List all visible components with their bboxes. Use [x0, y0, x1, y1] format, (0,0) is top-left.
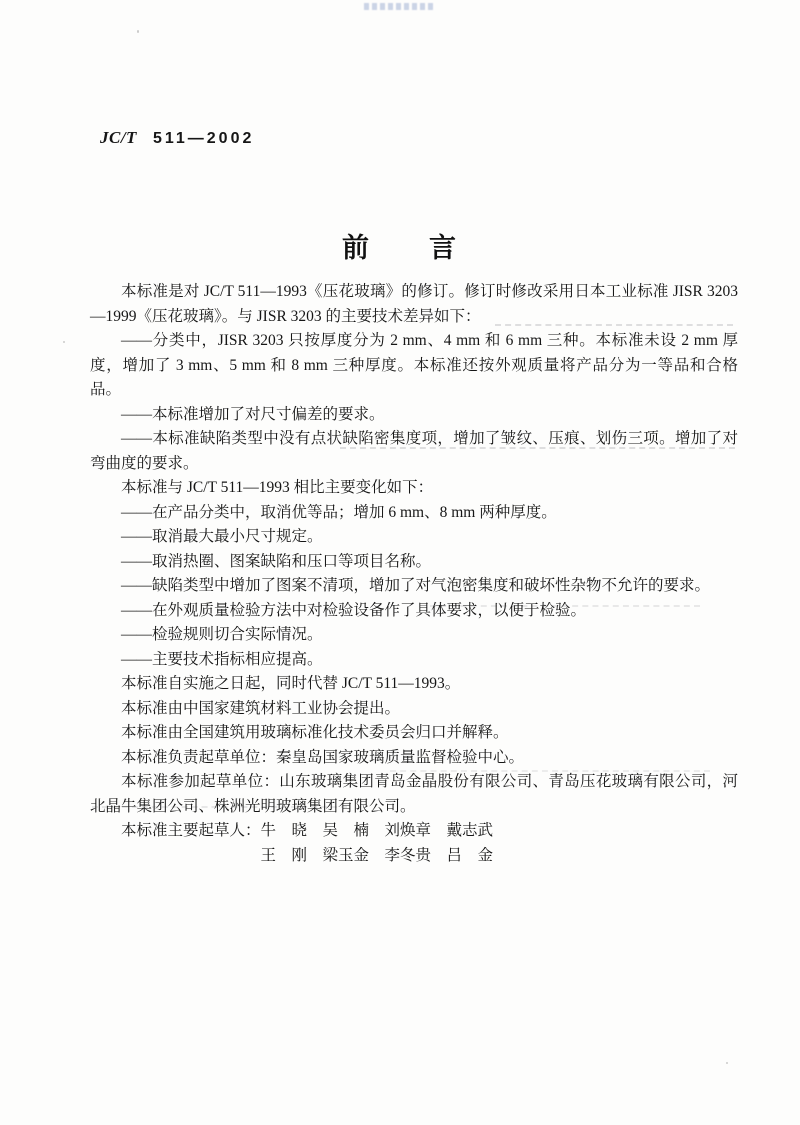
foreword-paragraph: ——本标准增加了对尺寸偏差的要求。: [121, 405, 385, 423]
foreword-paragraph: 本标准负责起草单位：秦皇岛国家玻璃质量监督检验中心。: [121, 748, 525, 766]
standard-number: 511—2002: [152, 130, 255, 147]
drafters-row: 牛 晓 吴 楠 刘焕章 戴志武: [260, 822, 494, 839]
page-title: 前 言: [342, 233, 458, 263]
drafters-label: 本标准主要起草人：: [121, 822, 261, 839]
drafters-row: 王 刚 梁玉金 李冬贵 吕 金: [260, 846, 494, 864]
foreword-body: [90, 280, 738, 868]
scan-speck: [63, 341, 65, 343]
drafters-names: [261, 819, 494, 868]
foreword-paragraph: ——本标准缺陷类型中没有点状缺陷密集度项，增加了皱纹、压痕、划伤三项。增加了对弯曲度的要求。: [90, 430, 738, 472]
scan-speck: [137, 30, 139, 33]
foreword-paragraph: 本标准自实施之日起，同时代替 JC/T 511—1993。: [121, 675, 461, 692]
standard-code: JC/T: [100, 128, 137, 147]
foreword-paragraph: 本标准参加起草单位：山东玻璃集团青岛金晶股份有限公司、青岛压花玻璃有限公司，河北晶牛集团公司、株洲光明玻璃集团有限公司。: [90, 773, 738, 815]
drafters-block: [90, 819, 738, 868]
standard-number-header: [100, 128, 254, 148]
foreword-paragraph: 本标准是对 JC/T 511—1993《压花玻璃》的修订。修订时修改采用日本工业标准 JISR 3203—1999《压花玻璃》。与 JISR 3203 的主要技术差异如下：: [90, 283, 738, 325]
foreword-paragraph: ——检验规则切合实际情况。: [121, 626, 323, 643]
foreword-paragraph: 本标准由全国建筑用玻璃标准化技术委员会归口并解释。: [121, 724, 509, 741]
foreword-paragraph: ——主要技术指标相应提高。: [121, 650, 323, 668]
foreword-paragraph: ——缺陷类型中增加了图案不清项，增加了对气泡密集度和破坏性杂物不允许的要求。: [121, 577, 711, 594]
scan-speck: [726, 1062, 728, 1064]
foreword-paragraph: 本标准由中国家建筑材料工业协会提出。: [121, 699, 401, 717]
foreword-paragraph: ——取消最大最小尺寸规定。: [121, 528, 323, 545]
scan-artifact-blue-smudge: [364, 3, 436, 10]
foreword-paragraph: ——在外观质量检验方法中对检验设备作了具体要求，以便于检验。: [121, 601, 587, 619]
foreword-paragraph: ——在产品分类中，取消优等品；增加 6 mm、8 mm 两种厚度。: [121, 503, 557, 521]
foreword-paragraph: 本标准与 JC/T 511—1993 相比主要变化如下：: [121, 479, 434, 496]
foreword-paragraph: ——分类中，JISR 3203 只按厚度分为 2 mm、4 mm 和 6 mm 三种。本标准未设 2 mm 厚度，增加了 3 mm、5 mm 和 8 mm 三种厚度。本标准还按外观质量将产品分为一等品和合格品。: [90, 332, 738, 398]
foreword-paragraph: ——取消热圈、图案缺陷和压口等项目名称。: [121, 552, 432, 570]
